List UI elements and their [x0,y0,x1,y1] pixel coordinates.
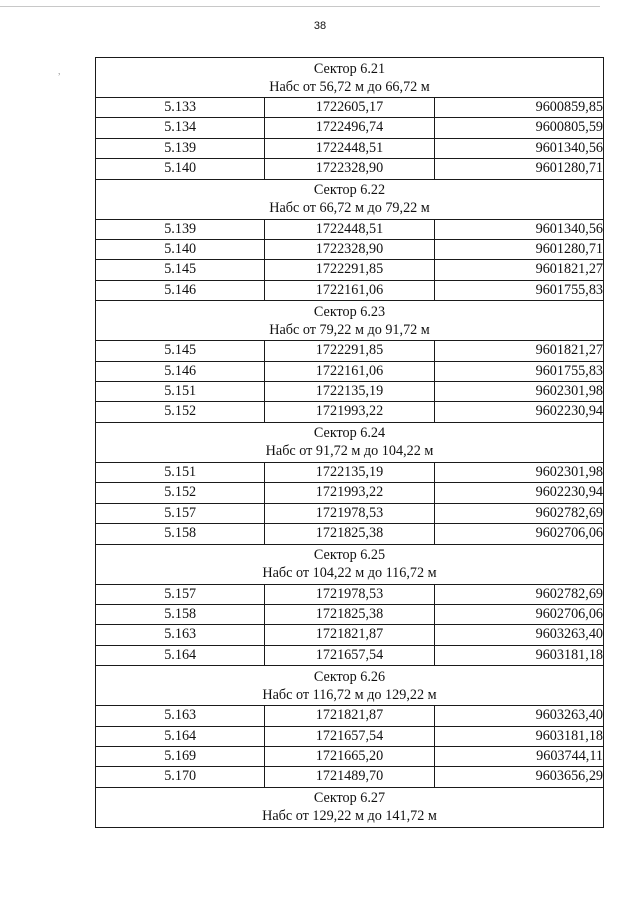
y-coordinate-cell: 9603181,18 [434,645,603,665]
table-row [96,584,604,604]
sector-header-cell [96,301,604,341]
coordinates-table [95,57,604,828]
table-row [96,524,604,544]
x-coordinate-cell: 1722605,17 [265,98,434,118]
y-coordinate-cell: 9602782,69 [434,503,603,523]
sector-header-row [96,666,604,706]
point-number-cell: 5.152 [96,402,265,422]
y-coordinate-cell: 9603656,29 [434,767,603,787]
point-number-cell: 5.145 [96,260,265,280]
y-coordinate-cell: 9603181,18 [434,726,603,746]
y-coordinate-cell: 9602301,98 [434,462,603,482]
sector-header-row [96,544,604,584]
x-coordinate-cell: 1722135,19 [265,382,434,402]
point-number-cell: 5.146 [96,280,265,300]
table-row [96,138,604,158]
x-coordinate-cell: 1722135,19 [265,462,434,482]
table-row [96,767,604,787]
point-number-cell: 5.170 [96,767,265,787]
table-row [96,361,604,381]
table-row [96,604,604,624]
table-row [96,98,604,118]
sector-header-cell [96,179,604,219]
x-coordinate-cell: 1721993,22 [265,483,434,503]
y-coordinate-cell: 9601821,27 [434,341,603,361]
y-coordinate-cell: 9601280,71 [434,240,603,260]
y-coordinate-cell: 9602301,98 [434,382,603,402]
point-number-cell: 5.163 [96,625,265,645]
table-row [96,260,604,280]
table-row [96,341,604,361]
table-row [96,382,604,402]
page-top-rule [0,6,600,7]
x-coordinate-cell: 1721825,38 [265,604,434,624]
x-coordinate-cell: 1722328,90 [265,240,434,260]
table-row [96,726,604,746]
y-coordinate-cell: 9602782,69 [434,584,603,604]
table-row [96,625,604,645]
sector-title: Сектор 6.24 [313,425,386,442]
table-row [96,240,604,260]
sector-elevation-range: Набс от 91,72 м до 104,22 м [265,443,434,460]
sector-header-row [96,422,604,462]
sector-elevation-range: Набс от 129,22 м до 141,72 м [262,808,437,825]
sector-header-row [96,301,604,341]
point-number-cell: 5.157 [96,503,265,523]
y-coordinate-cell: 9601340,56 [434,219,603,239]
x-coordinate-cell: 1722291,85 [265,260,434,280]
sector-elevation-range: Набс от 79,22 м до 91,72 м [269,321,430,338]
y-coordinate-cell: 9600859,85 [434,98,603,118]
x-coordinate-cell: 1721978,53 [265,503,434,523]
point-number-cell: 5.164 [96,645,265,665]
y-coordinate-cell: 9602706,06 [434,524,603,544]
point-number-cell: 5.145 [96,341,265,361]
x-coordinate-cell: 1721657,54 [265,726,434,746]
y-coordinate-cell: 9601340,56 [434,138,603,158]
y-coordinate-cell: 9602706,06 [434,604,603,624]
sector-elevation-range: Набс от 56,72 м до 66,72 м [269,78,430,95]
x-coordinate-cell: 1721821,87 [265,706,434,726]
x-coordinate-cell: 1722161,06 [265,361,434,381]
point-number-cell: 5.158 [96,604,265,624]
page-number: 38 [313,20,327,32]
x-coordinate-cell: 1722448,51 [265,219,434,239]
sector-elevation-range: Набс от 66,72 м до 79,22 м [269,200,430,217]
point-number-cell: 5.151 [96,462,265,482]
y-coordinate-cell: 9601755,83 [434,280,603,300]
point-number-cell: 5.158 [96,524,265,544]
sector-header-cell [96,666,604,706]
table-row [96,219,604,239]
sector-elevation-range: Набс от 116,72 м до 129,22 м [262,686,437,703]
point-number-cell: 5.163 [96,706,265,726]
x-coordinate-cell: 1721657,54 [265,645,434,665]
scan-artifact-mark: , [58,66,61,77]
x-coordinate-cell: 1722496,74 [265,118,434,138]
sector-header-cell [96,787,604,827]
x-coordinate-cell: 1721489,70 [265,767,434,787]
x-coordinate-cell: 1721821,87 [265,625,434,645]
sector-title: Сектор 6.27 [313,790,386,807]
y-coordinate-cell: 9603263,40 [434,625,603,645]
table-row [96,746,604,766]
sector-title: Сектор 6.26 [313,668,386,685]
x-coordinate-cell: 1721993,22 [265,402,434,422]
point-number-cell: 5.140 [96,240,265,260]
table-row [96,503,604,523]
y-coordinate-cell: 9602230,94 [434,483,603,503]
table-row [96,118,604,138]
point-number-cell: 5.140 [96,159,265,179]
sector-header-row [96,58,604,98]
point-number-cell: 5.157 [96,584,265,604]
sector-header-row [96,179,604,219]
sector-title: Сектор 6.22 [313,182,386,199]
sector-title: Сектор 6.25 [313,547,386,563]
point-number-cell: 5.133 [96,98,265,118]
table-row [96,645,604,665]
sector-title: Сектор 6.21 [313,60,386,77]
sector-header-cell [96,422,604,462]
y-coordinate-cell: 9601280,71 [434,159,603,179]
sector-header-cell [96,58,604,98]
x-coordinate-cell: 1721825,38 [265,524,434,544]
point-number-cell: 5.164 [96,726,265,746]
y-coordinate-cell: 9602230,94 [434,402,603,422]
y-coordinate-cell: 9601755,83 [434,361,603,381]
y-coordinate-cell: 9600805,59 [434,118,603,138]
x-coordinate-cell: 1721665,20 [265,746,434,766]
sector-elevation-range: Набс от 104,22 м до 116,72 м [262,565,437,581]
x-coordinate-cell: 1722291,85 [265,341,434,361]
y-coordinate-cell: 9601821,27 [434,260,603,280]
point-number-cell: 5.134 [96,118,265,138]
sector-header-cell [96,544,604,584]
y-coordinate-cell: 9603744,11 [434,746,603,766]
point-number-cell: 5.152 [96,483,265,503]
point-number-cell: 5.146 [96,361,265,381]
sector-header-row [96,787,604,827]
point-number-cell: 5.169 [96,746,265,766]
point-number-cell: 5.139 [96,219,265,239]
table-row [96,280,604,300]
table-row [96,483,604,503]
point-number-cell: 5.151 [96,382,265,402]
table-row [96,159,604,179]
point-number-cell: 5.139 [96,138,265,158]
coordinates-table-body [96,58,604,828]
x-coordinate-cell: 1722161,06 [265,280,434,300]
table-row [96,706,604,726]
table-row [96,402,604,422]
table-row [96,462,604,482]
y-coordinate-cell: 9603263,40 [434,706,603,726]
x-coordinate-cell: 1722328,90 [265,159,434,179]
sector-title: Сектор 6.23 [313,303,386,320]
x-coordinate-cell: 1721978,53 [265,584,434,604]
x-coordinate-cell: 1722448,51 [265,138,434,158]
